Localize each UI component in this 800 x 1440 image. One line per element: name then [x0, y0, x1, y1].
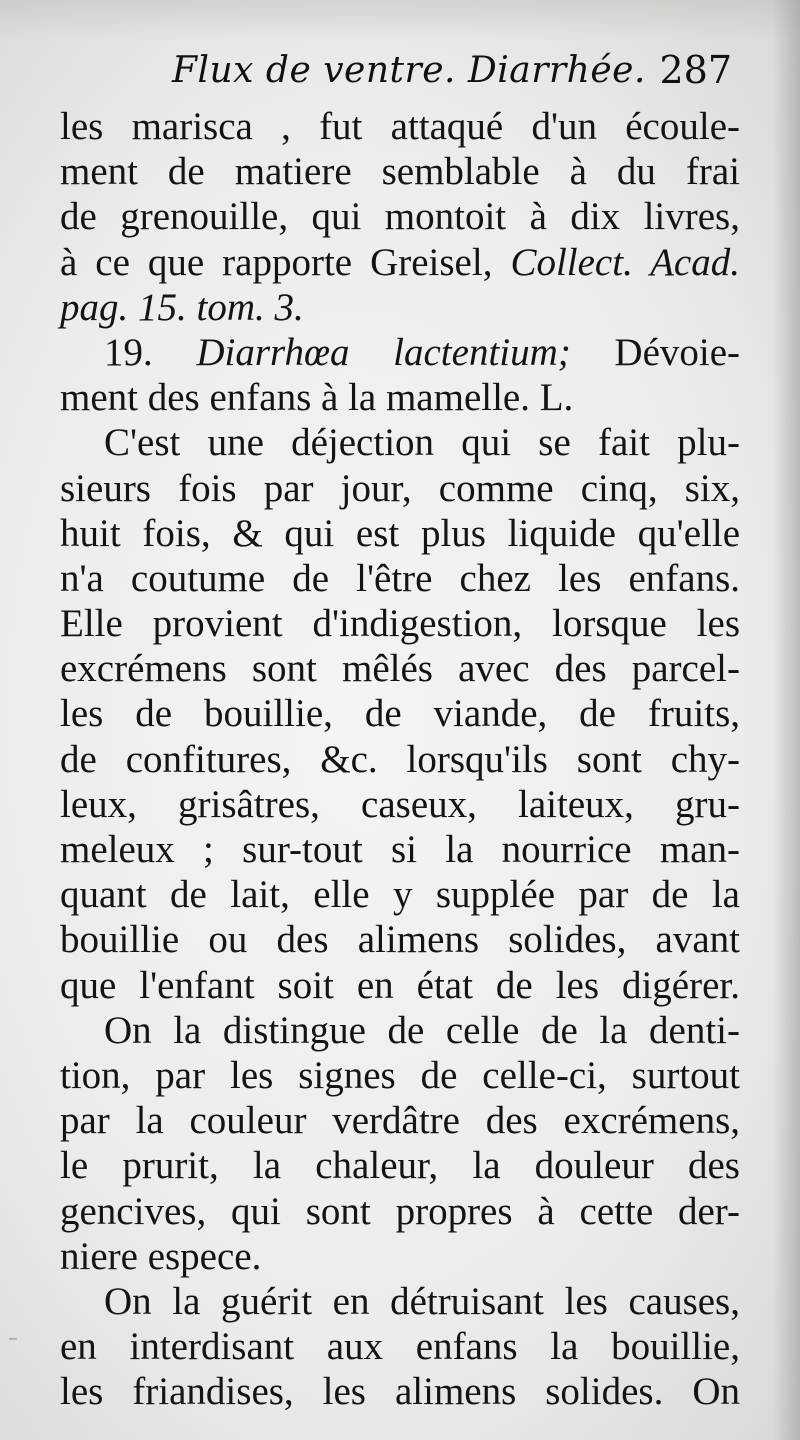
page-edge-shadow — [772, 0, 800, 1440]
text-line — [60, 1008, 740, 1053]
text-segment: bouillie ou des alimens solides, avant — [60, 918, 740, 962]
text-line — [60, 963, 740, 1008]
margin-mark: - — [8, 1320, 18, 1353]
text-line — [60, 646, 740, 691]
text-line — [60, 420, 740, 465]
body-text — [60, 104, 740, 1414]
text-line — [60, 1279, 740, 1324]
text-segment: tion, par les signes de celle-ci, surtout — [60, 1053, 740, 1097]
text-segment: quant de lait, elle y supplée par de la — [60, 873, 740, 917]
text-segment: les de bouillie, de viande, de fruits, — [60, 692, 740, 736]
text-segment: n'a coutume de l'être chez les enfans. — [60, 556, 740, 600]
text-segment: de grenouille, qui montoit à dix livres, — [60, 195, 740, 239]
italic-text-segment: Diarrhœa lactentium; — [196, 330, 571, 374]
text-line — [60, 1369, 740, 1414]
text-line — [60, 104, 740, 149]
text-segment: les marisca , fut attaqué d'un écoule- — [60, 105, 740, 148]
italic-text-segment: Collect. Acad. — [510, 240, 740, 284]
text-segment: les friandises, les alimens solides. On — [60, 1370, 740, 1414]
text-line — [60, 375, 740, 420]
text-line — [60, 782, 740, 827]
text-line — [60, 240, 740, 285]
text-segment: C'est une déjection qui se fait plu- — [104, 421, 740, 465]
text-segment: en interdisant aux enfans la bouillie, — [60, 1325, 740, 1369]
page-number: 287 — [659, 48, 732, 92]
text-line — [60, 466, 740, 511]
text-segment: par la couleur verdâtre des excrémens, — [60, 1099, 740, 1143]
text-line — [60, 1324, 740, 1369]
text-line — [60, 601, 740, 646]
text-line — [60, 285, 740, 330]
text-line — [60, 556, 740, 601]
text-line — [60, 149, 740, 194]
text-segment: 19. — [104, 330, 197, 374]
text-segment: à ce que rapporte Greisel, — [60, 240, 511, 284]
text-segment: gencives, qui sont propres à cette der- — [60, 1189, 740, 1233]
text-line — [60, 1098, 740, 1143]
text-line — [60, 1234, 740, 1279]
text-segment: de confitures, &c. lorsqu'ils sont chy- — [60, 737, 740, 781]
page-top-shading — [0, 0, 800, 40]
text-segment: On la guérit en détruisant les causes, — [104, 1279, 740, 1323]
text-line — [60, 917, 740, 962]
italic-text-segment: pag. 15. tom. 3. — [60, 285, 304, 329]
text-segment: que l'enfant soit en état de les digérer. — [60, 963, 740, 1007]
text-segment: ment des enfans à la mamelle. L. — [60, 376, 574, 420]
text-segment: meleux ; sur-tout si la nourrice man- — [60, 828, 740, 871]
text-line — [60, 511, 740, 556]
text-segment: niere espece. — [60, 1234, 262, 1278]
text-line — [60, 1053, 740, 1098]
text-line — [60, 827, 740, 872]
text-line — [60, 872, 740, 917]
text-line — [60, 1143, 740, 1188]
running-title: Flux de ventre. Diarrhée. — [172, 50, 646, 91]
text-segment: excrémens sont mêlés avec des parcel- — [60, 647, 740, 691]
text-line — [60, 194, 740, 239]
text-segment: le prurit, la chaleur, la douleur des — [60, 1144, 740, 1188]
page-header — [60, 46, 740, 98]
text-segment: On la distingue de celle de la denti- — [104, 1008, 740, 1052]
text-line — [60, 1189, 740, 1234]
text-line — [60, 737, 740, 782]
text-line — [60, 691, 740, 736]
text-segment: ment de matiere semblable à du frai — [60, 150, 740, 194]
text-segment: leux, grisâtres, caseux, laiteux, gru- — [60, 782, 740, 826]
text-segment: sieurs fois par jour, comme cinq, six, — [60, 466, 740, 510]
text-segment: Elle provient d'indigestion, lorsque les — [60, 602, 740, 646]
text-segment: Dévoie- — [570, 330, 741, 374]
text-segment: huit fois, & qui est plus liquide qu'elle — [60, 511, 740, 555]
text-line — [60, 330, 740, 375]
